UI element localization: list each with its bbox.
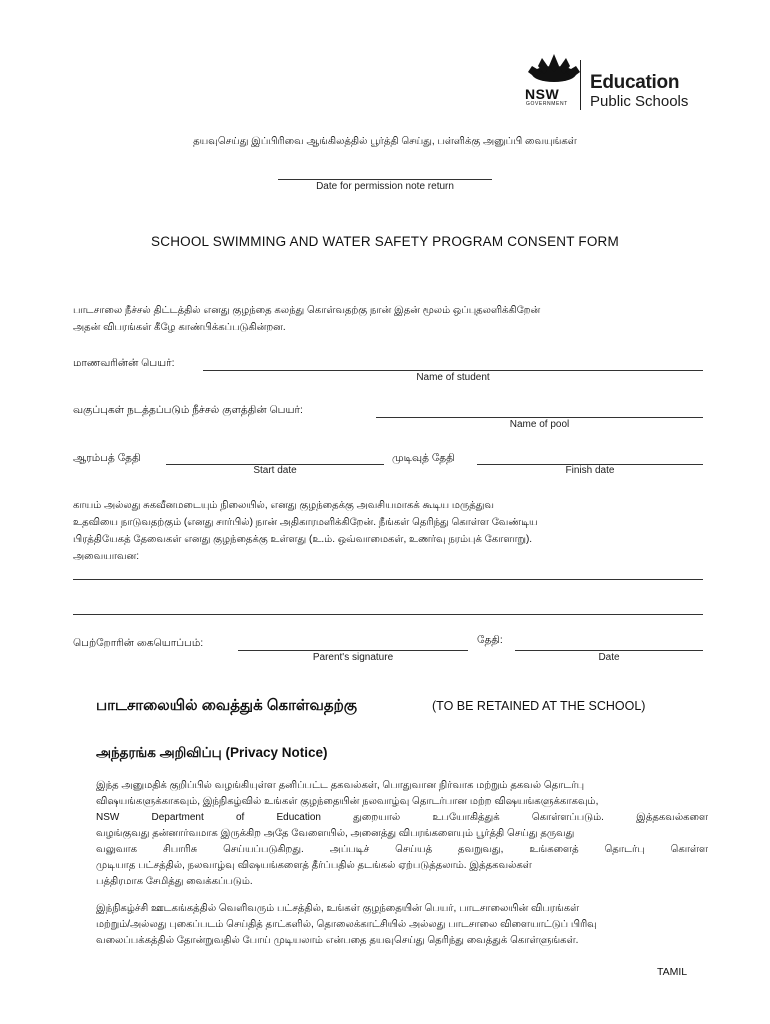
form-title: SCHOOL SWIMMING AND WATER SAFETY PROGRAM CONSENT FORM xyxy=(151,234,619,249)
retain-heading-english: (TO BE RETAINED AT THE SCHOOL) xyxy=(432,699,646,713)
privacy-title-english: (Privacy Notice) xyxy=(225,745,328,760)
medical-details-line-1[interactable] xyxy=(73,579,703,580)
retain-heading-tamil: பாடசாலையில் வைத்துக் கொள்வதற்கு xyxy=(96,697,358,714)
privacy-paragraph-1 xyxy=(96,778,708,890)
start-date-label: ஆரம்பத் தேதி xyxy=(73,452,141,464)
privacy-line: வலுவாக சிபாரிசு செய்யப்படுகிறது. அப்படிச் செய்யத் தவறுவது, உங்களைத் தொடர்பு கொள்ள xyxy=(96,844,708,855)
medical-line: பிரத்தியேகத் தேவைகள் எனது குழந்தைக்கு உள்ளது (உ.ம். ஒவ்வாமைகள், உணர்வு நரம்புக் கோளாறு). xyxy=(73,534,533,545)
student-name-field[interactable] xyxy=(203,370,703,371)
privacy-line: வலைப்பக்கத்தில் தோன்றுவதில் போய் முடியலாம் என்பதை தயவுசெய்து தெரிந்து வைத்துக் கொள்ளுங்கள். xyxy=(96,935,579,946)
parent-signature-field[interactable] xyxy=(238,650,468,651)
brand-education: Education xyxy=(590,72,680,93)
medical-line: காயம் அல்லது சுகவீனமடையும் நிலையில், எனது குழந்தைக்கு அவசியமாகக் கூடிய மருத்துவ xyxy=(73,500,494,511)
medical-paragraph xyxy=(73,497,703,565)
brand-public-schools: Public Schools xyxy=(590,93,689,110)
logo-divider xyxy=(580,60,581,110)
medical-line: உதவியை நாடுவதற்கும் (எனது சார்பில்) நான் அதிகாரமளிக்கிறேன். நீங்கள் தெரிந்து கொள்ள வேண்டிய xyxy=(73,517,538,528)
privacy-title-tamil: அந்தரங்க அறிவிப்பு xyxy=(96,745,222,760)
logo-government-text: GOVERNMENT xyxy=(526,101,568,107)
privacy-line: விஷயங்களுக்காகவும், இந்நிகழ்வில் உங்கள் குழந்தையின் நலவாழ்வு தொடர்பான மற்ற விஷயங்களுக்காகவும், xyxy=(96,796,599,807)
finish-date-caption: Finish date xyxy=(565,465,615,476)
signature-date-field[interactable] xyxy=(515,650,703,651)
instructions: தயவுசெய்து இப்பிரிவை ஆங்கிலத்தில் பூர்த்தி செய்து, பள்ளிக்கு அனுப்பி வையுங்கள் xyxy=(193,136,577,147)
privacy-line: வழங்குவது தன்னார்வமாக இருக்கிற அதே வேளையில், அனைத்து விபரங்களையும் பூர்த்தி செய்து தருவது xyxy=(96,828,575,839)
privacy-paragraph-2 xyxy=(96,901,708,949)
pool-name-field[interactable] xyxy=(376,417,703,418)
consent-paragraph xyxy=(73,302,713,336)
privacy-line: பத்திரமாக சேமித்து வைக்கப்படும். xyxy=(96,876,253,887)
start-date-caption: Start date xyxy=(253,465,297,476)
logo-nsw-text: NSW xyxy=(525,86,560,102)
student-name-caption: Name of student xyxy=(416,372,490,383)
signature-date-label: தேதி: xyxy=(477,634,503,646)
signature-date-caption: Date xyxy=(598,652,620,663)
privacy-line: முடியாத பட்சத்தில், நலவாழ்வு விஷயங்களைத் தீர்ப்பதில் தடங்கல் ஏற்படுத்தலாம். இத்தகவல்கள் xyxy=(96,860,532,871)
parent-signature-caption: Parent's signature xyxy=(312,652,394,663)
privacy-line: இந்த அனுமதிக் குறிப்பில் வழங்கியுள்ள தனிப்பட்ட தகவல்கள், பொதுவான நிர்வாக மற்றும் தகவல் தொடர்பு xyxy=(96,780,585,791)
consent-line: அதன் விபரங்கள் கீழே காண்பிக்கப்படுகின்றன. xyxy=(73,322,286,333)
return-date-caption: Date for permission note return xyxy=(316,181,454,192)
consent-line: பாடசாலை நீச்சல் திட்டத்தில் எனது குழந்தை கலந்து கொள்வதற்கு நான் இதன் மூலம் ஒப்புதலளிக்கிறேன் xyxy=(73,305,541,316)
medical-line: அவையாவன: xyxy=(73,551,139,562)
pool-name-caption: Name of pool xyxy=(509,419,570,430)
privacy-line: இந்நிகழ்ச்சி ஊடகங்கத்தில் வெளிவரும் பட்சத்தில், உங்கள் குழந்தையின் பெயர், பாடசாலையின் விபரங்கள் xyxy=(96,903,580,914)
privacy-line: NSW Department of Education துறையால் உபயோகித்துக் கொள்ளப்படும். இத்தகவல்களை xyxy=(96,812,708,823)
finish-date-label: முடிவுத் தேதி xyxy=(392,452,455,464)
privacy-title xyxy=(96,745,328,763)
waratah-icon xyxy=(524,52,584,88)
medical-details-line-2[interactable] xyxy=(73,614,703,615)
privacy-line: மற்றும்/அல்லது புகைப்படம் செய்தித் தாட்களில், தொலைக்காட்சியில் அல்லது பாடசாலை விளையாட்டுப் பிரிவு xyxy=(96,919,597,930)
footer-language: TAMIL xyxy=(657,966,688,978)
return-date-line[interactable] xyxy=(278,179,492,180)
pool-name-label: வகுப்புகள் நடத்தப்படும் நீச்சல் குளத்தின் பெயர்: xyxy=(73,404,303,416)
student-name-label: மாணவரின்ன் பெயர்: xyxy=(73,357,175,369)
parent-signature-label: பெற்றோரின் கையொப்பம்: xyxy=(73,637,204,649)
